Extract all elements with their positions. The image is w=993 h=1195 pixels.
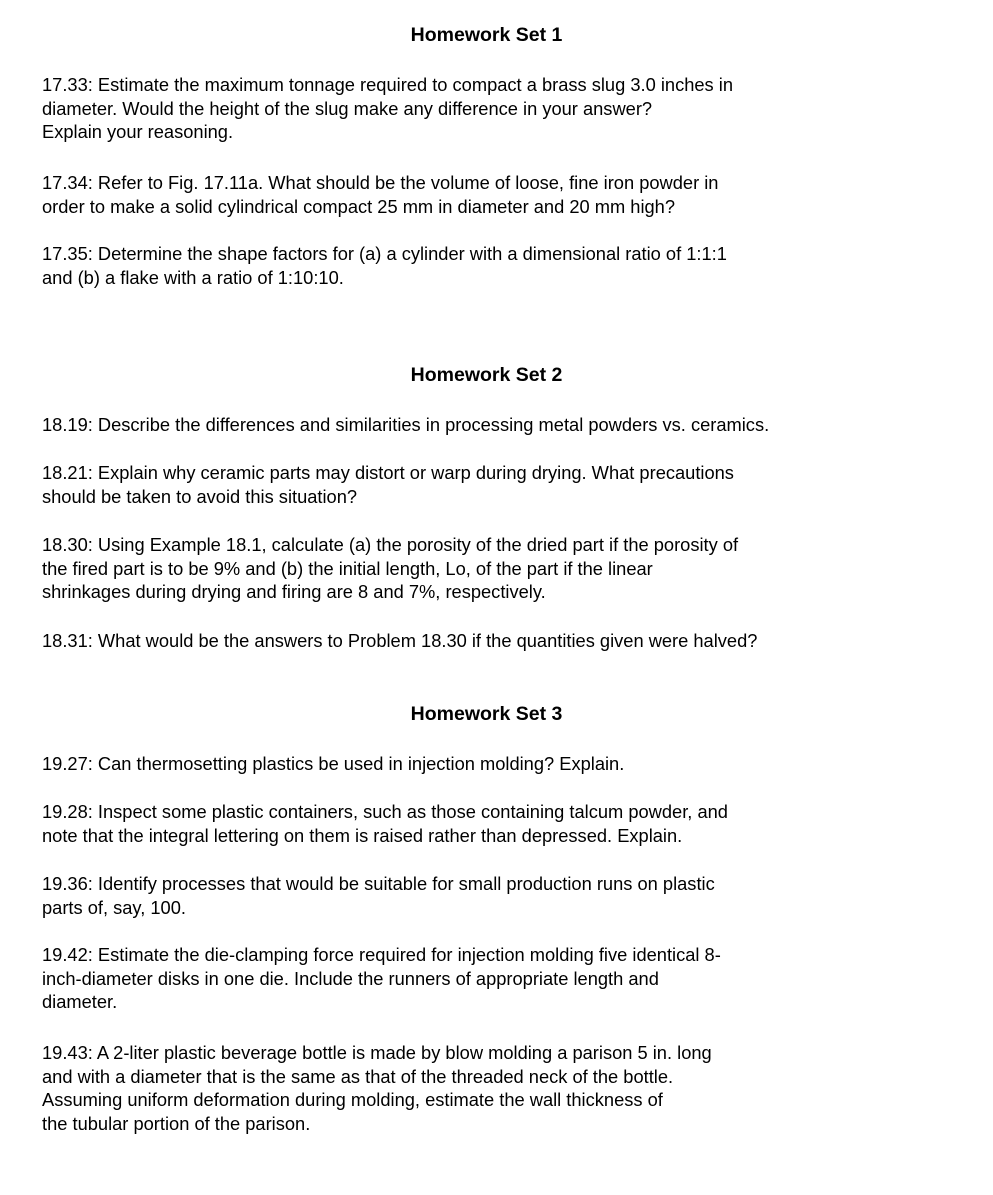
problem-17-33: [42, 73, 902, 144]
problem-line: 18.19: Describe the differences and similarities in processing metal powders vs. ceramics.: [42, 414, 770, 435]
problem-line: 18.31: What would be the answers to Problem 18.30 if the quantities given were halved?: [42, 630, 758, 651]
problem-line: and (b) a flake with a ratio of 1:10:10.: [42, 266, 344, 288]
problem-line: Explain your reasoning.: [42, 121, 234, 143]
problem-line: 18.21: Explain why ceramic parts may distort or warp during drying. What precautions: [42, 462, 734, 483]
problem-18-30: [42, 533, 902, 604]
set-title: Homework Set 1: [410, 24, 563, 46]
problem-line: 19.28: Inspect some plastic containers, such as those containing talcum powder, and: [42, 801, 728, 822]
problem-line: 19.27: Can thermosetting plastics be used in injection molding? Explain.: [42, 753, 625, 774]
problem-18-21: [42, 461, 902, 508]
problem-line: order to make a solid cylindrical compact 25 mm in diameter and 20 mm high?: [42, 195, 676, 217]
problem-line: note that the integral lettering on them is raised rather than depressed. Explain.: [42, 824, 683, 846]
problem-line: 17.33: Estimate the maximum tonnage required to compact a brass slug 3.0 inches in: [42, 74, 733, 95]
problem-line: 19.42: Estimate the die-clamping force required for injection molding five identical 8-: [42, 944, 721, 965]
problem-line: parts of, say, 100.: [42, 896, 186, 918]
problem-19-42: [42, 943, 902, 1014]
problem-line: 17.35: Determine the shape factors for (a) a cylinder with a dimensional ratio of 1:1:1: [42, 243, 727, 264]
problem-19-36: [42, 872, 902, 919]
set-title: Homework Set 2: [410, 364, 563, 386]
problem-line: should be taken to avoid this situation?: [42, 485, 358, 507]
problem-line: the fired part is to be 9% and (b) the initial length, Lo, of the part if the linear: [42, 557, 653, 579]
problem-18-31: [42, 629, 902, 653]
problem-line: the tubular portion of the parison.: [42, 1112, 311, 1134]
problem-line: shrinkages during drying and firing are 8 and 7%, respectively.: [42, 581, 546, 603]
problem-line: 19.43: A 2-liter plastic beverage bottle is made by blow molding a parison 5 in. long: [42, 1042, 712, 1063]
problem-17-34: [42, 171, 902, 218]
problem-17-35: [42, 242, 902, 289]
problem-19-43: [42, 1041, 902, 1135]
problem-19-28: [42, 800, 902, 847]
problem-line: 19.36: Identify processes that would be suitable for small production runs on plastic: [42, 873, 715, 894]
problem-line: and with a diameter that is the same as that of the threaded neck of the bottle.: [42, 1065, 674, 1087]
problem-line: 17.34: Refer to Fig. 17.11a. What should be the volume of loose, fine iron powder in: [42, 172, 719, 193]
problem-19-27: [42, 752, 902, 776]
problem-line: diameter. Would the height of the slug make any difference in your answer?: [42, 97, 653, 119]
problem-line: inch-diameter disks in one die. Include the runners of appropriate length and: [42, 967, 659, 989]
problem-line: 18.30: Using Example 18.1, calculate (a) the porosity of the dried part if the porosity of: [42, 534, 739, 555]
problem-line: diameter.: [42, 991, 118, 1013]
problem-line: Assuming uniform deformation during molding, estimate the wall thickness of: [42, 1089, 663, 1111]
problem-18-19: [42, 413, 902, 437]
set-title: Homework Set 3: [410, 703, 563, 725]
